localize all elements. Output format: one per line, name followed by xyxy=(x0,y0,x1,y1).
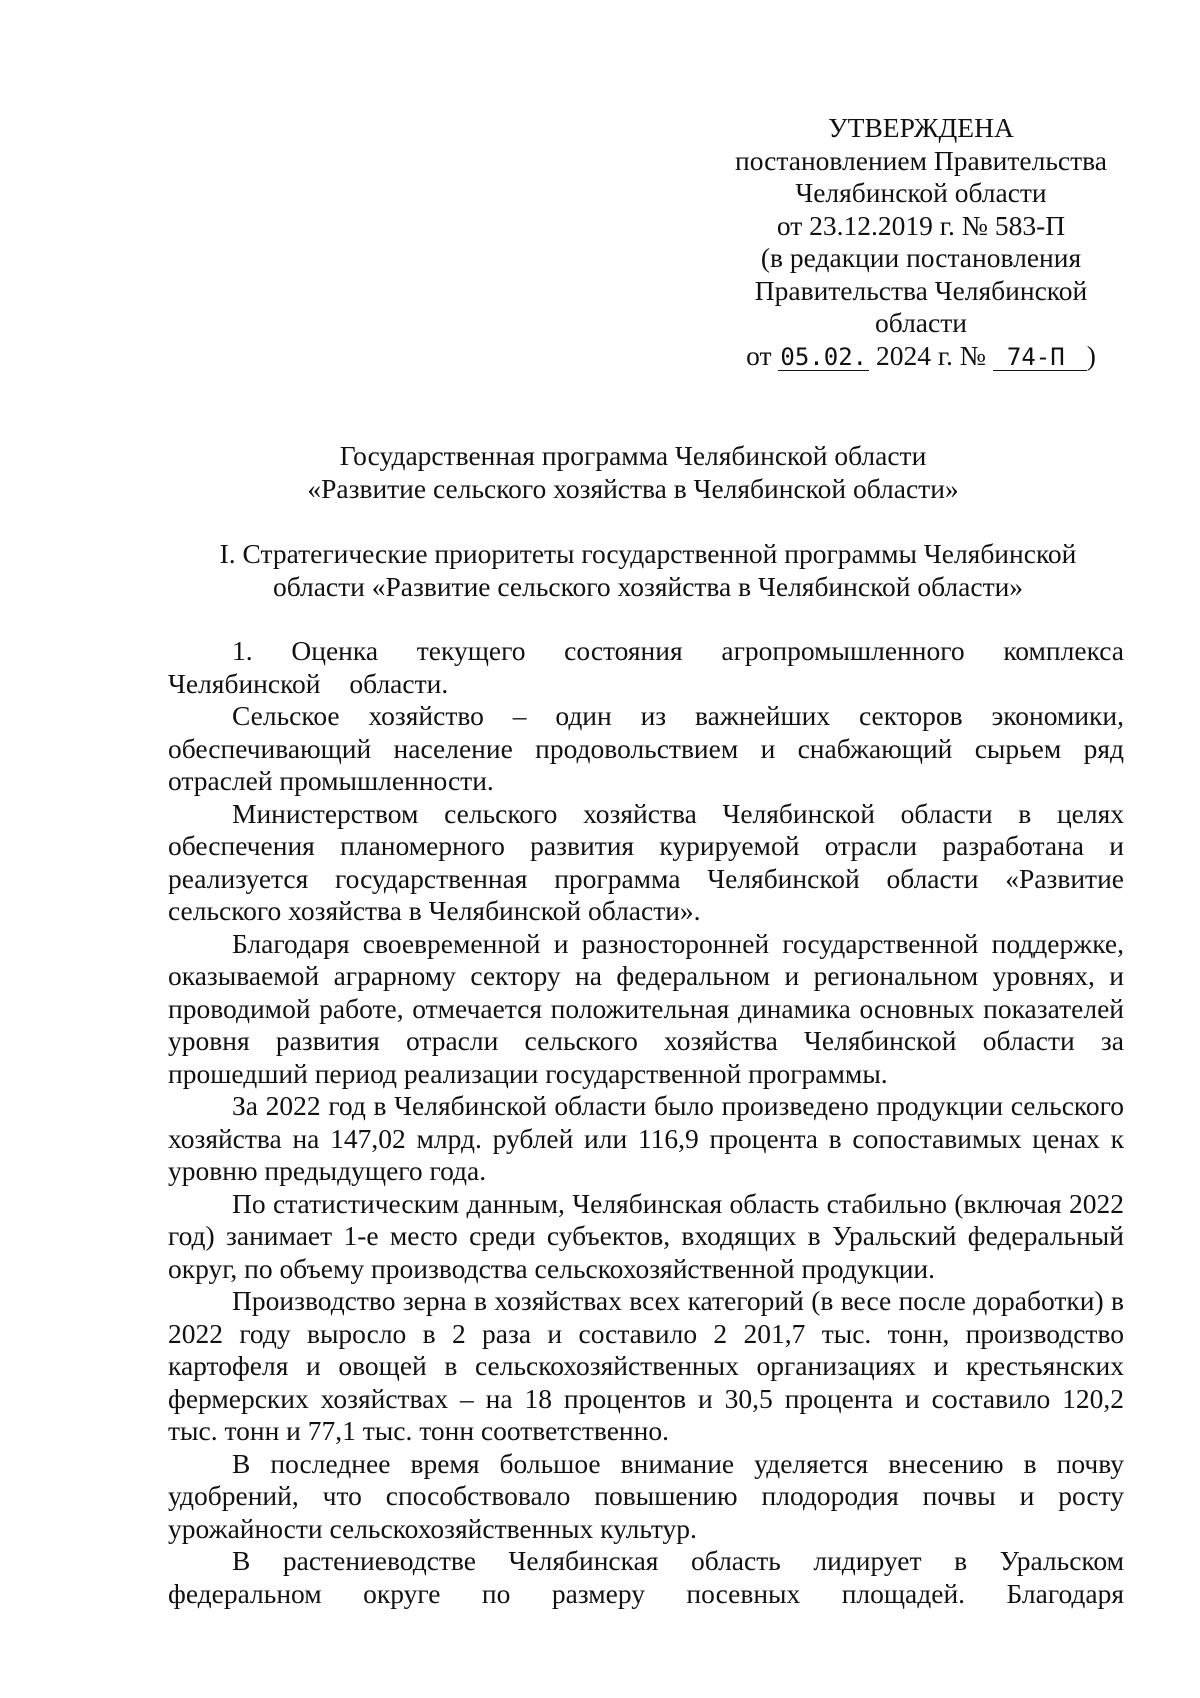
paragraph: 1. Оценка текущего состояния агропромышленного комплекса Челябинской области. xyxy=(168,635,1124,699)
paragraph: Сельское хозяйство – один из важнейших секторов экономики, обеспечивающий население продовольствием и снабжающий сырьем ряд отраслей промышленности. xyxy=(168,700,1124,796)
date-prefix: от xyxy=(746,339,772,371)
program-title xyxy=(150,440,1116,505)
approval-line: Челябинской области xyxy=(795,177,1047,208)
program-title-line: «Развитие сельского хозяйства в Челябинской области» xyxy=(307,472,959,504)
approval-line: Правительства Челябинской xyxy=(754,274,1088,306)
approval-stamp-block xyxy=(718,112,1124,372)
section-heading-line: области «Развитие сельского хозяйства в Челябинской области» xyxy=(272,570,1024,602)
paragraph: В последнее время большое внимание уделяется внесению в почву удобрений, что способствовало повышению плодородия почвы и росту урожайности сельскохозяйственных культур. xyxy=(168,1447,1124,1544)
paragraph: За 2022 год в Челябинской области было произведено продукции сельского хозяйства на 147,02 млрд. рублей или 116,9 процента в сопоставимых ценах к уровню предыдущего года. xyxy=(168,1090,1124,1186)
approval-line: (в редакции постановления xyxy=(760,242,1082,273)
section-heading xyxy=(170,538,1126,603)
paragraph: В растениеводстве Челябинская область лидирует в Уральском федеральном округе по размеру посевных площадей. Благодаря xyxy=(168,1545,1124,1609)
paragraph: Министерством сельского хозяйства Челябинской области в целях обеспечения планомерного развития курируемой отрасли разработана и реализуется государственная программа Челябинской области «Развитие сельского хозяйства в Челябинской области». xyxy=(168,797,1124,926)
paragraph: Производство зерна в хозяйствах всех категорий (в весе после доработки) в 2022 году выросло в 2 раза и составило 2 201,7 тыс. тонн, производство картофеля и овощей в сельскохозяйственных организациях и крестьянских фермерских хозяйствах – на 18 процентов и 30,5 процента и составило 120,2 тыс. тонн и 77,1 тыс. тонн соответственно. xyxy=(168,1285,1124,1446)
closing-paren: ) xyxy=(1086,339,1096,371)
approval-heading: УТВЕРЖДЕНА xyxy=(828,112,1014,143)
program-title-line: Государственная программа Челябинской области xyxy=(339,440,927,471)
paragraph: Благодаря своевременной и разносторонней государственной поддержке, оказываемой аграрному сектору на федеральном и региональном уровнях, и проводимой работе, отмечается положительная динамика основных показателей уровня развития отрасли сельского хозяйства Челябинской области за прошедший период реализации государственной программы. xyxy=(168,927,1124,1089)
amendment-date: 05.02. xyxy=(780,342,868,371)
approval-line: постановлением Правительства xyxy=(735,144,1107,176)
section-heading-line: I. Стратегические приоритеты государственной программы Челябинской xyxy=(219,538,1077,569)
approval-line: от 23.12.2019 г. № 583-П xyxy=(776,209,1066,241)
approval-line: области xyxy=(875,307,967,338)
paragraph: По статистическим данным, Челябинская область стабильно (включая 2022 год) занимает 1-е место среди субъектов, входящих в Уральский федеральный округ, по объему производства сельскохозяйственной продукции. xyxy=(168,1187,1124,1284)
document-body xyxy=(168,635,1124,1610)
amendment-date-line xyxy=(718,340,1124,373)
date-suffix: 2024 г. № xyxy=(875,339,987,371)
amendment-number: 74-П xyxy=(993,344,1087,371)
